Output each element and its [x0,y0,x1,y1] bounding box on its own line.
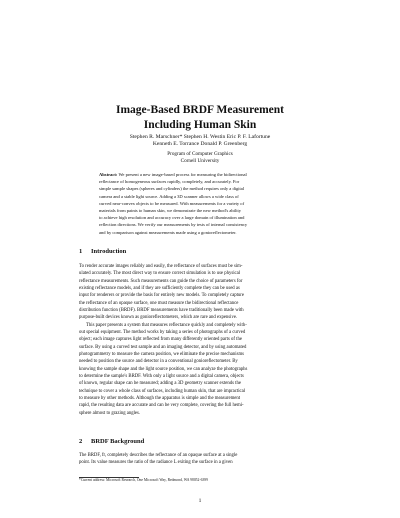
footnote: *Current address: Microsoft Research, One Microsoft Way, Redmond, WA 98052-6399 [79,478,208,482]
abstract [99,171,305,236]
abstract-line: reflectance of homogeneous surfaces rapidly, completely, and accurately. For [99,179,240,185]
abstract-line: curved near-convex objects to be measured. With measurements for a variety of [99,200,245,206]
affiliation-line: Cornell University [180,157,220,164]
text-line: sphere almost to grazing angles. [79,410,141,416]
text-line: point. Its value measures the ratio of the radiance L exiting the surface in a given [79,460,233,466]
text-line: ulated accurately. The most direct way to ensure correct simulation is to use physical [79,271,241,277]
author-line: Kenneth E. Torrance Donald P. Greenberg [152,141,248,148]
abstract-text: We present a new image-based process for measuring the bidirectional [117,172,247,177]
paper-title [60,103,340,133]
section-heading-brdf-background [79,438,144,445]
title-line: Including Human Skin [143,119,257,131]
text-line: out special equipment. The method works by taking a series of photographs of a curved [79,329,246,335]
text-line: of known, regular shape can be measured; adding a 3D geometry scanner extends the [79,381,241,387]
author-list [60,134,340,149]
text-line: distribution function (BRDF). BRDF measurements have traditionally been made with [79,307,244,313]
title-line: Image-Based BRDF Measurement [115,104,284,116]
affiliation-line: Program of Computer Graphics [167,151,233,157]
page-number: 1 [198,498,202,504]
section-heading-introduction [79,248,126,255]
text-line: surface. By using a curved test sample and an imaging detector, and by using automated [79,344,247,350]
text-line: technique to cover a whole class of surfaces, including human skin, that are impractical [79,388,246,394]
text-line: existing reflectance models, and if they are sufficiently complete they can be used as [79,285,240,291]
text-line: knowing the sample shape and the light source position, we can analyze the photographs [79,366,248,372]
abstract-line: and by comparison against measurements made using a gonioreflectometer. [99,229,237,235]
section-title: Introduction [91,248,127,255]
text-line: needed to position the source and detector in a conventional gonioreflectometer. By [79,359,238,365]
section-title: BRDF Background [91,438,145,445]
text-line: This paper presents a system that measures reflectance quickly and completely with- [86,322,247,328]
abstract-line: materials from paints to human skin, we demonstrate the new method's ability [99,208,241,214]
abstract-line: to achieve high resolution and accuracy over a large domain of illumination and [99,215,245,221]
text-line: to measure by other methods. Although the apparatus is simple and the measurement [79,395,241,401]
text-line: The BRDF, fr, completely describes the reflectance of an opaque surface at a single [79,453,238,458]
author-line: Stephen R. Marschner* Stephen H. Westin Eric P. F. Lafortune [129,134,271,140]
section-number: 2 [79,438,83,445]
section-number: 1 [79,248,83,255]
text-line: input for renderers or provide the basis for entirely new models. To completely capture [79,293,244,299]
text-line: To render accurate images reliably and easily, the reflectance of surfaces must be sim- [79,264,243,269]
affiliation [60,151,340,165]
text-line: object; each image captures light reflected from many differently oriented parts of the [79,337,242,343]
abstract-line: reflection directions. We verify our measurements by tests of internal consistency [99,222,248,228]
abstract-line: simple sample shapes (spheres and cylinders) the method requires only a digital [99,186,245,192]
abstract-label: Abstract: [99,172,118,177]
text-line: reflectance measurements. Such measurements can guide the choice of parameters for [79,278,243,284]
text-line: purpose-built devices known as gonioreflectometers, which are rare and expensive. [79,315,238,321]
abstract-line [99,171,305,178]
text-line: photogrammetry to measure the camera position, we eliminate the precise mechanisms [79,351,245,357]
introduction-paragraph-2 [79,322,324,417]
abstract-line: camera and a stable light source. Adding a 3D scanner allows a wide class of [99,193,239,199]
text-line: rapid, the resulting data are accurate and can be very complete, covering the full hemi- [79,403,244,409]
text-line: the reflectance of an opaque surface, one must measure the bidirectional reflectance [79,300,239,306]
introduction-paragraph-1 [79,263,324,322]
brdf-background-paragraph [79,452,324,467]
text-line: to determine the sample's BRDF. With only a light source and a digital camera, objects [79,373,244,379]
